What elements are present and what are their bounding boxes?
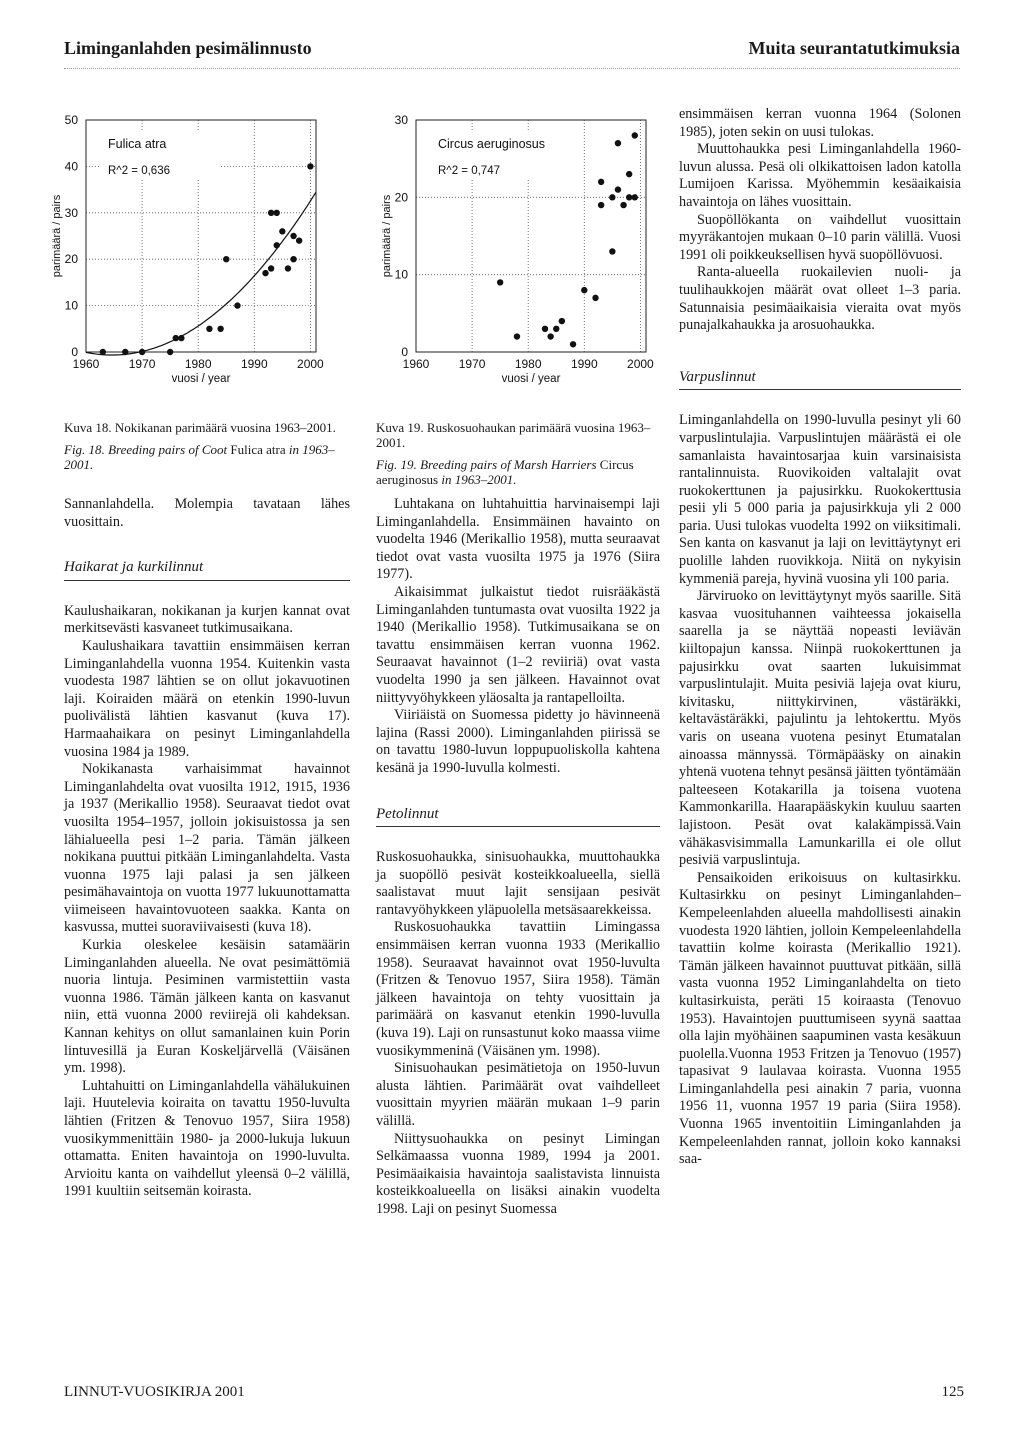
y-tick-label: 10 — [64, 298, 78, 313]
col1-paragraph-5: Luhtahuitti on Liminganlahdella vähälukuinen laji. Huutelevia koiraita on tavattu 1950-luvulta lähtien (Fritzen & Tenovuo 1957, Siira 1958) vuosikymmenittäin 1980- ja 2000-lukuja lukuun ottamatta. Eniten havaintoja on 1990-luvulta. Arvioitu kanta on vaihdellut yleensä 0–2 välillä, 1991 kuultiin seitsemän koirasta. — [64, 1077, 350, 1200]
data-point — [285, 265, 291, 271]
r-squared-label: R^2 = 0,636 — [108, 165, 170, 177]
data-point — [592, 295, 598, 301]
col2-paragraph-4: Ruskosuohaukka, sinisuohaukka, muuttohaukka ja suopöllö pesivät kosteikkoalueella, siellä saalistavat muut lajit sensijaan pesivät rantavyöhykkeen yläpuolella metsäsaarekkeissa. — [376, 849, 660, 918]
section-heading-petolinnut: Petolinnut — [376, 806, 660, 828]
col2-paragraph-5: Ruskosuohaukka tavattiin Limingassa ensimmäisen kerran vuonna 1933 (Merikallio 1958). Seuraavat havainnot ovat 1950-luvulta (Fritzen & Tenovuo 1957, Siira 1958). Tämän jälkeen havaintoja on tehty vuosittain ja parimäärä on kasvanut etenkin 1990-luvulla (kuva 19). Laji on runsastunut koko maassa viime vuosikymmeninä (Väisänen ym. 1998). — [376, 919, 660, 1059]
section-heading-varpuslinnut: Varpuslinnut — [679, 369, 961, 391]
data-point — [234, 302, 240, 308]
chart-fulica-atra — [46, 112, 336, 412]
x-tick-label: 1960 — [402, 357, 430, 371]
x-axis-label: vuosi / year — [501, 373, 561, 385]
col2-paragraph-3: Viiriäistä on Suomessa pidetty jo hävinneenä lajina (Rassi 2000). Liminganlahden piirissä se on tavattu 1980-luvun loppupuoliskolla kahtena kesänä ja 1990-luvulla kolmesti. — [376, 707, 660, 776]
data-point — [626, 194, 632, 200]
data-point — [609, 248, 615, 254]
x-axis-label: vuosi / year — [171, 373, 231, 385]
data-point — [609, 194, 615, 200]
y-tick-label: 0 — [401, 345, 408, 359]
y-axis-label: parimäärä / pairs — [51, 194, 63, 278]
col1-paragraph-3: Nokikanasta varhaisimmat havainnot Liminganlahdelta ovat vuosilta 1912, 1915, 1936 ja 1937 (Merikallio 1958). Seuraavat tiedot ovat vuosilta 1954–1957, jolloin jokisuistossa ja sen lähialueella pesi 1–2 paria. Tämän jälkeen nokikana puuttui pitkään Liminganlahdelta. Vasta vuonna 1975 laji palasi ja sen jälkeen pesimähavaintoja on vuotta 1977 lukuunottamatta viimeiseen havaintovuoteen saakka. Kanta on kasvussa, muttei suoraviivaisesti (kuva 18). — [64, 761, 350, 936]
y-tick-label: 0 — [71, 345, 78, 359]
y-tick-label: 40 — [64, 159, 78, 174]
legend-title: Circus aeruginosus — [438, 137, 545, 151]
data-point — [178, 335, 184, 341]
chart-fulica-atra-svg — [46, 112, 336, 412]
running-header — [64, 38, 960, 69]
figure-19-caption-en-italic: Breeding pairs of Marsh Harriers — [420, 457, 597, 472]
data-point — [217, 326, 223, 332]
y-tick-label: 20 — [394, 190, 408, 205]
text-column-2 — [376, 496, 660, 1219]
footer-page-number: 125 — [941, 1384, 964, 1400]
section-heading-haikarat: Haikarat ja kurkilinnut — [64, 559, 350, 581]
data-point — [307, 163, 313, 169]
col2-paragraph-2: Aikaisimmat julkaistut tiedot ruisrääkästä Liminganlahden tuntumasta ovat vuosilta 1922 ja 1940 (Merikallio 1958). Tutkimusaikana se on tavattu ensimmäisen kerran vuonna 1962. Seuraavat havainnot (1–2 reviiriä) ovat vasta vuodelta 1990 ja sen jälkeen. Havainnot ovat niittyvyöhykkeen yläosalta ja rantapelloilta. — [376, 583, 660, 706]
figure-18-caption-en — [64, 442, 354, 472]
col3-paragraph-2: Muuttohaukka pesi Liminganlahdella 1960-luvun alussa. Pesä oli olkikattoisen ladon katolla Lumijoen Karissa. Myöhemmin kesäaikaisia havaintoja on lähes vuosittain. — [679, 141, 961, 210]
data-point — [296, 237, 302, 243]
x-tick-label: 1970 — [128, 357, 156, 371]
data-point — [598, 179, 604, 185]
chart-circus-aeruginosus — [376, 112, 666, 412]
data-point — [497, 279, 503, 285]
x-tick-label: 2000 — [627, 357, 654, 371]
footer-journal-title: LINNUT-VUOSIKIRJA 2001 — [64, 1384, 245, 1400]
col2-paragraph-1: Luhtakana on luhtahuittia harvinaisempi laji Liminganlahdella. Ensimmäinen havainto on vuodelta 1946 (Merikallio 1958), mutta seuraavat tiedot ovat vasta vuosilta 1975 ja 1976 (Siira 1977). — [376, 496, 660, 583]
figure-19-caption — [376, 420, 666, 487]
header-title-left: Liminganlahden pesimälinnusto — [64, 38, 312, 58]
data-point — [615, 186, 621, 192]
data-point — [542, 326, 548, 332]
data-point — [632, 194, 638, 200]
col3-paragraph-4: Ranta-alueella ruokailevien nuoli- ja tuulihaukkojen määrät ovat olleet 1–3 paria. Satunnaisia pesimäaikaisia vieraita ovat myös punajalkahaukka ja arosuohaukka. — [679, 264, 961, 334]
figure-19-caption-en-tail: in 1963–2001. — [441, 472, 517, 487]
legend-title: Fulica atra — [108, 137, 167, 151]
data-point — [274, 242, 280, 248]
x-tick-label: 1990 — [240, 357, 268, 371]
col1-paragraph-4: Kurkia oleskelee kesäisin satamäärin Liminganlahden alueella. Ne ovat pesimättömiä nuoria lintuja. Pesiminen varmistettiin vasta vuonna 1986. Tämän jälkeen kanta on kasvanut niin, että vuonna 2000 reviirejä oli kahdeksan. Kannan kehitys on ollut samanlainen kuin Porin lintuvesillä ja Euran Koskeljärvellä (Väisänen ym. 1998). — [64, 937, 350, 1077]
figure-18-caption-en-prefix: Fig. 18. — [64, 442, 109, 457]
data-point — [632, 132, 638, 138]
figure-18-caption-fi: Kuva 18. Nokikanan parimäärä vuosina 1963–2001. — [64, 420, 336, 435]
data-point — [598, 202, 604, 208]
data-point — [122, 349, 128, 355]
text-column-1 — [64, 496, 350, 1201]
text-column-3 — [679, 106, 961, 1169]
header-title-right: Muita seurantatutkimuksia — [748, 38, 960, 58]
r-squared-label: R^2 = 0,747 — [438, 165, 500, 177]
data-point — [268, 210, 274, 216]
x-tick-label: 2000 — [297, 357, 324, 371]
y-tick-label: 30 — [394, 113, 408, 127]
figure-19-caption-en-prefix: Fig. 19. — [376, 457, 421, 472]
data-point — [173, 335, 179, 341]
data-point — [620, 202, 626, 208]
figure-19-caption-fi: Kuva 19. Ruskosuohaukan parimäärä vuosina 1963–2001. — [376, 420, 651, 450]
x-tick-label: 1980 — [184, 357, 212, 371]
figure-18-caption-en-species: Fulica atra — [227, 442, 289, 457]
col1-paragraph-2: Kaulushaikara tavattiin ensimmäisen kerran Liminganlahdella vuonna 1954. Kuitenkin vasta vuodesta 1987 lähtien se on ollut jokavuotinen laji. Koiraiden määrä on etenkin 1990-luvun puolivälistä lähtien kasvanut (kuva 17). Harmaahaikara on pesinyt Liminganlahdella vuosina 1984 ja 1989. — [64, 637, 350, 760]
x-tick-label: 1990 — [570, 357, 598, 371]
col1-paragraph-0: Sannanlahdella. Molempia tavataan lähes vuosittain. — [64, 496, 350, 530]
data-point — [167, 349, 173, 355]
col3-paragraph-6: Järviruoko on levittäytynyt myös saarille. Sitä kasvaa vuosituhannen vaihteessa jokaisella saarella ja se näyttää nopeasti leviävän kiiltopajun kanssa. Niinpä ruokokerttunen ja pajusirkku ovat saarten lukuisimmat varpuslintulajit. Muita pesiviä lajeja ovat kiuru, kivitasku, niittykirvinen, västäräkki, keltavästäräkki, pajulintu ja lehtokerttu. Myös varis on useana vuotena pesinyt Etumatalan ainoassa männyssä. Törmäpääsky on ainakin yhtenä vuotena tehnyt pesänsä jäitten työntämään palteeseen Kotakarilla ja toisena vuotena Kammonkarilla. Haarapääskykin kuuluu saarten lajistoon. Pesät ovat kalakämpissä.Vain vähäkasvisimmalla Lamunkarilla ei ole ollut pesiviä varpuslintuja. — [679, 588, 961, 869]
data-point — [223, 256, 229, 262]
data-point — [274, 210, 280, 216]
data-point — [279, 228, 285, 234]
y-tick-label: 30 — [64, 205, 78, 220]
data-point — [514, 333, 520, 339]
figure-19-caption-en-species: Circus aeruginosus — [376, 457, 634, 487]
figure-19-caption-en — [376, 457, 666, 487]
data-point — [570, 341, 576, 347]
data-point — [553, 326, 559, 332]
col2-paragraph-7: Niittysuohaukka on pesinyt Limingan Selkämaassa vuonna 1989, 1994 ja 2001. Pesimäaikaisia havaintoja saalistavista linnuista kosteikkoalueella on lisäksi ainakin vuodelta 1998. Laji on pesinyt Suomessa — [376, 1130, 660, 1217]
y-tick-label: 10 — [394, 267, 408, 282]
trendline — [86, 192, 316, 355]
figure-18-caption — [64, 420, 354, 472]
y-axis-label: parimäärä / pairs — [381, 194, 393, 278]
data-point — [615, 140, 621, 146]
y-tick-label: 50 — [64, 113, 78, 127]
data-point — [268, 265, 274, 271]
col3-paragraph-3: Suopöllökanta on vaihdellut vuosittain myyräkantojen mukaan 0–10 parin välillä. Vuosi 1991 oli poikkeuksellisen hyvä suopöllövuosi. — [679, 211, 961, 263]
data-point — [262, 270, 268, 276]
col3-paragraph-5: Liminganlahdella on 1990-luvulla pesinyt yli 60 varpuslintulajia. Varpuslintujen määrästä ei ole samanlaista havaintosarjaa kuin varsinaisista rantalinnuista. Ruovikoiden valtalajit ovat ruokokerttunen ja pajusirkku. Ruokokerttusia pesii yli 5 000 paria ja pajusirkkuja yli 2 000 paria. Uusi tulokas vuodelta 1992 on viiksitimali. Sen kanta on kasvanut ja laji on levittäytynyt eri puolille lahden ruovikkoja. Niitä on nykyisin kymmeniä pareja, hyvinä vuosina yli 100 paria. — [679, 412, 961, 587]
chart-circus-aeruginosus-svg — [376, 112, 666, 412]
data-point — [100, 349, 106, 355]
figure-18-caption-en-italic: Breeding pairs of Coot — [108, 442, 228, 457]
data-point — [581, 287, 587, 293]
x-tick-label: 1960 — [72, 357, 100, 371]
data-point — [139, 349, 145, 355]
data-point — [559, 318, 565, 324]
col1-paragraph-1: Kaulushaikaran, nokikanan ja kurjen kannat ovat merkitsevästi kasvaneet tutkimusaikana. — [64, 602, 350, 637]
x-tick-label: 1970 — [458, 357, 486, 371]
col3-paragraph-1: ensimmäisen kerran vuonna 1964 (Solonen 1985), joten sekin on uusi tulokas. — [679, 106, 961, 140]
col2-paragraph-6: Sinisuohaukan pesimätietoja on 1950-luvun alusta lähtien. Parimäärät ovat vaihdelleet vuosittain myyrien määrän mukaan 1–9 parin välillä. — [376, 1060, 660, 1129]
data-point — [206, 326, 212, 332]
data-point — [290, 233, 296, 239]
x-tick-label: 1980 — [514, 357, 542, 371]
y-tick-label: 20 — [64, 252, 78, 267]
figure-18-caption-en-tail: in 1963–2001. — [64, 442, 335, 472]
data-point — [290, 256, 296, 262]
data-point — [626, 171, 632, 177]
col3-paragraph-7: Pensaikoiden erikoisuus on kultasirkku. Kultasirkku on pesinyt Liminganlahden–Kempeleenlahden alueella mahdollisesti ainakin vuodesta 1920 lähtien, jolloin Kempeleenlahdella tavattiin kolme koirasta (Merikallio 1921). Tämän jälkeen havainnot puuttuvat pitkään, sillä vasta vuonna 1952 Liminganlahdelta on tieto kultasirkuista, peräti 15 koiraasta (Tenovuo 1953). Havaintojen puuttumiseen syynä saattaa olla lajin myöhäinen saapuminen vasta kesäkuun puolella.Vuonna 1953 Fritzen ja Tenovuo (1957) tapasivat 9 laulavaa koirasta. Vuonna 1955 Liminganlahdella pesi ainakin 7 paria, vuonna 1956 11, vuonna 1957 19 paria (Siira 1958). Vuonna 1965 inventoitiin Liminganlahden ja Kempeleenlahden rannat, jolloin koko kannaksi saa- — [679, 869, 961, 1168]
data-point — [547, 333, 553, 339]
